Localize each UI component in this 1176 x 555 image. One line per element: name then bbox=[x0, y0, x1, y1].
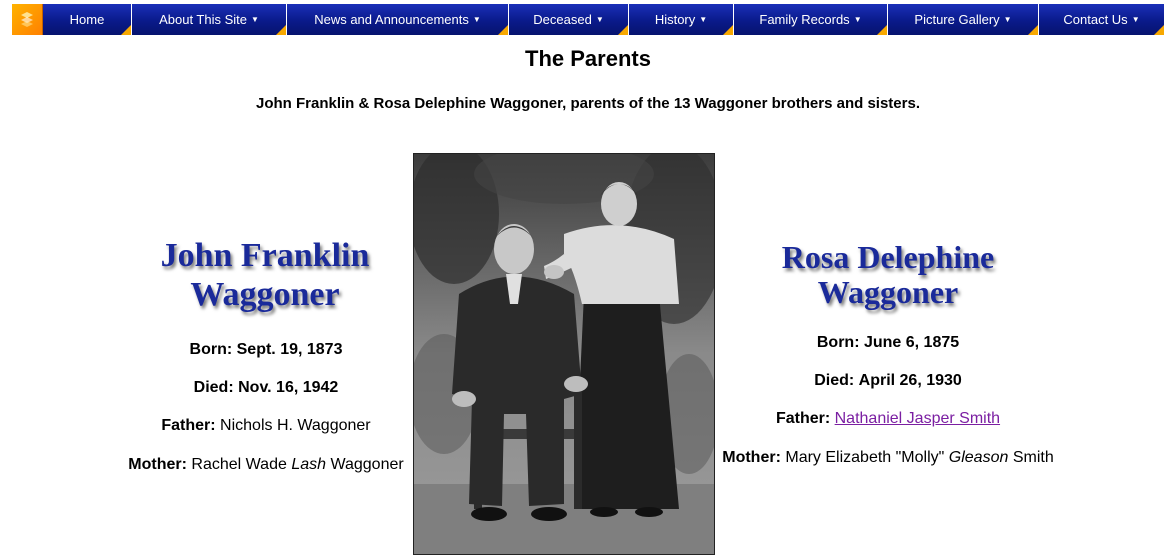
right-mother bbox=[688, 449, 1088, 467]
nav-home-label: Home bbox=[69, 12, 105, 27]
died-label: Died: bbox=[193, 379, 234, 396]
name-line: Rosa Delephine bbox=[781, 239, 995, 275]
nav-picture-gallery-label: Picture Gallery bbox=[914, 12, 1000, 27]
mother-maiden: Lash bbox=[291, 456, 327, 473]
nav-contact-label: Contact Us bbox=[1063, 12, 1128, 27]
father-label: Father: bbox=[161, 417, 216, 434]
chevron-down-icon: ▼ bbox=[853, 15, 862, 24]
mother-last: Waggoner bbox=[330, 456, 404, 473]
right-died bbox=[688, 372, 1088, 390]
page-title: The Parents bbox=[525, 46, 651, 71]
born-value: June 6, 1875 bbox=[863, 334, 960, 351]
john-franklin-name-heading bbox=[120, 236, 410, 314]
mother-first: Mary Elizabeth "Molly" bbox=[785, 449, 945, 466]
father-link[interactable]: Nathaniel Jasper Smith bbox=[834, 410, 1001, 427]
site-logo-icon[interactable] bbox=[12, 4, 43, 35]
nav-contact[interactable] bbox=[1039, 4, 1165, 35]
page-subtitle: John Franklin & Rosa Delephine Waggoner, parents of the 13 Waggoner brothers and sisters. bbox=[255, 95, 920, 112]
rosa-delephine-name-heading bbox=[738, 240, 1038, 310]
nav-history-label: History bbox=[654, 12, 696, 27]
mother-first: Rachel Wade bbox=[191, 456, 287, 473]
born-value: Sept. 19, 1873 bbox=[236, 341, 343, 358]
father-value: Nichols H. Waggoner bbox=[220, 417, 371, 434]
mother-label: Mother: bbox=[128, 456, 187, 473]
main-nav bbox=[12, 4, 1165, 35]
nav-history[interactable] bbox=[629, 4, 734, 35]
mother-last: Smith bbox=[1012, 449, 1054, 466]
born-label: Born: bbox=[189, 341, 233, 358]
chevron-down-icon: ▼ bbox=[1003, 15, 1012, 24]
nav-deceased[interactable] bbox=[509, 4, 629, 35]
portrait-illustration bbox=[414, 154, 714, 554]
nav-picture-gallery[interactable] bbox=[888, 4, 1039, 35]
name-line: Waggoner bbox=[190, 276, 340, 313]
nav-news-label: News and Announcements bbox=[314, 12, 469, 27]
right-born bbox=[688, 334, 1088, 352]
nav-family-records[interactable] bbox=[734, 4, 888, 35]
mother-maiden: Gleason bbox=[948, 449, 1009, 466]
chevron-down-icon: ▼ bbox=[472, 15, 481, 24]
chevron-down-icon: ▼ bbox=[595, 15, 604, 24]
nav-home[interactable] bbox=[43, 4, 132, 35]
name-line: John Franklin bbox=[160, 237, 370, 274]
nav-about-label: About This Site bbox=[159, 12, 247, 27]
chevron-down-icon: ▼ bbox=[1131, 15, 1140, 24]
nav-news[interactable] bbox=[287, 4, 509, 35]
couple-portrait-photo bbox=[413, 153, 715, 555]
mother-label: Mother: bbox=[722, 449, 781, 466]
died-value: Nov. 16, 1942 bbox=[238, 379, 339, 396]
right-father bbox=[688, 410, 1088, 428]
died-label: Died: bbox=[814, 372, 855, 389]
nav-about[interactable] bbox=[132, 4, 287, 35]
father-label: Father: bbox=[775, 410, 831, 427]
nav-deceased-label: Deceased bbox=[533, 12, 592, 27]
name-line: Waggoner bbox=[817, 274, 959, 310]
died-value: April 26, 1930 bbox=[858, 372, 962, 389]
born-label: Born: bbox=[816, 334, 860, 351]
chevron-down-icon: ▼ bbox=[251, 15, 259, 24]
nav-family-records-label: Family Records bbox=[759, 12, 850, 27]
chevron-down-icon: ▼ bbox=[699, 15, 708, 24]
